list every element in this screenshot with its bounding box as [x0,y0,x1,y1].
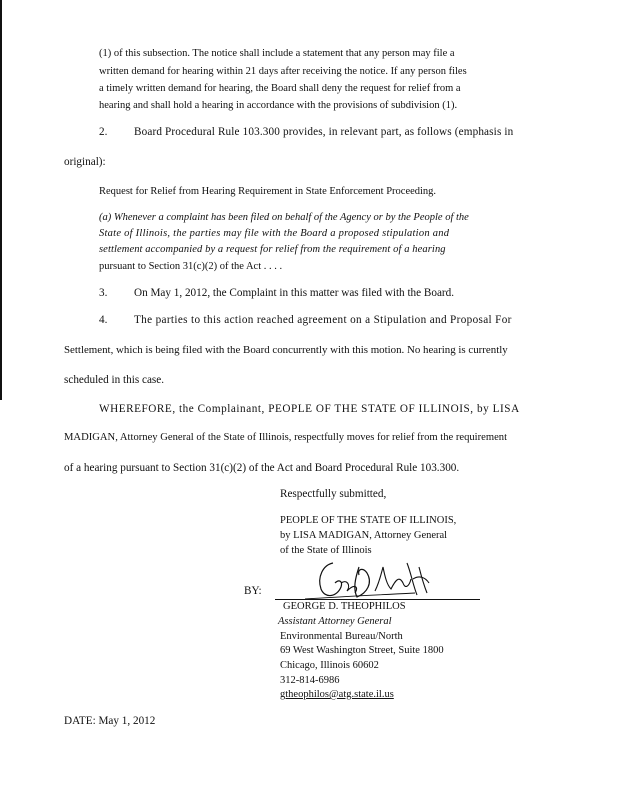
signer-phone: 312-814-6986 [280,675,340,686]
paragraph-number: 3. [99,287,108,299]
party-line: by LISA MADIGAN, Attorney General [280,530,448,541]
paragraph-number: 2. [99,126,108,138]
closing-text: Respectfully submitted, [280,488,387,500]
signer-email-link[interactable]: gtheophilos@atg.state.il.us [280,689,394,700]
wherefore-line: MADIGAN, Attorney General of the State of Illinois, respectfully moves for relief from the requirement [64,432,508,443]
quote-2-line: settlement accompanied by a request for relief from the requirement of a hearing [99,244,446,255]
quote-2-line [99,213,469,224]
quote-1-line: (1) of this subsection. The notice shall include a statement that any person may file a [99,48,455,59]
wherefore-line: of a hearing pursuant to Section 31(c)(2) of the Act and Board Procedural Rule 103.300. [64,462,460,474]
signer-bureau: Environmental Bureau/North [280,631,403,642]
quote-1-line: hearing and shall hold a hearing in accordance with the provisions of subdivision (1). [99,100,458,111]
paragraph-number: 4. [99,314,108,326]
quote-2-heading: Request for Relief from Hearing Requirement in State Enforcement Proceeding. [99,186,437,197]
quote-1-line: a timely written demand for hearing, the Board shall deny the request for relief from a [99,83,461,94]
signer-street: 69 West Washington Street, Suite 1800 [280,645,444,656]
paragraph-text: Settlement, which is being filed with the Board concurrently with this motion. No hearing is currently [64,344,508,356]
date-line: DATE: May 1, 2012 [64,715,156,727]
paragraph-text: On May 1, 2012, the Complaint in this matter was filed with the Board. [134,287,455,299]
party-line: of the State of Illinois [280,545,372,556]
signer-title: Assistant Attorney General [278,616,392,627]
paragraph-text: Board Procedural Rule 103.300 provides, in relevant part, as follows (emphasis in [134,126,514,138]
wherefore-line: WHEREFORE, the Complainant, PEOPLE OF THE STATE OF ILLINOIS, by LISA [99,403,520,415]
quote-2-line: pursuant to Section 31(c)(2) of the Act . . . . [99,261,283,272]
paragraph-text: The parties to this action reached agreement on a Stipulation and Proposal For [134,314,512,326]
paragraph-text: original): [64,156,106,168]
by-label: BY: [244,585,262,597]
signature-rule [275,599,480,600]
party-line: PEOPLE OF THE STATE OF ILLINOIS, [280,515,457,526]
signer-city: Chicago, Illinois 60602 [280,660,379,671]
page-edge-line [0,0,2,400]
quote-1-line: written demand for hearing within 21 days after receiving the notice. If any person files [99,66,467,77]
quote-2-line: State of Illinois, the parties may file with the Board a proposed stipulation and [99,228,450,239]
signer-name: GEORGE D. THEOPHILOS [283,601,406,612]
quote-2-line-text: (a) Whenever a complaint has been filed on behalf of the Agency or by the People of the [99,212,469,223]
paragraph-text: scheduled in this case. [64,374,165,386]
